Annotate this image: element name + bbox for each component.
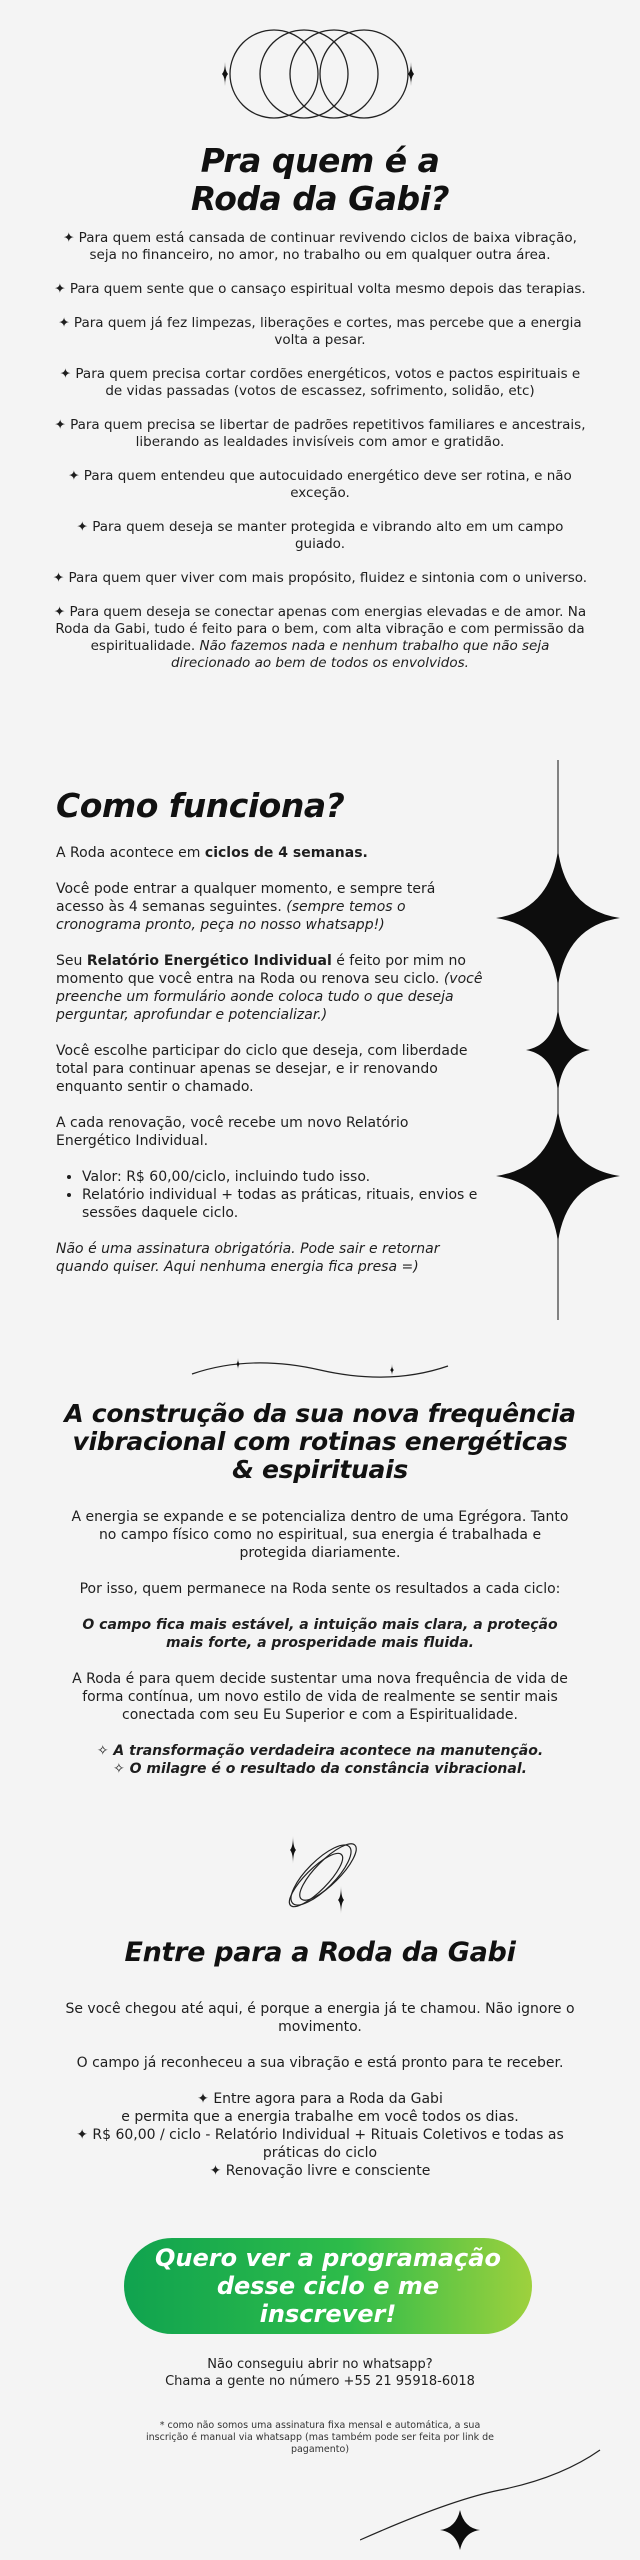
list-item: • Relatório individual + todas as práticas, rituais, envios e sessões daquele ciclo.	[82, 1186, 486, 1222]
join-body	[60, 2000, 580, 2198]
section-how-it-works	[0, 760, 640, 1340]
paragraph: A cada renovação, você recebe um novo Relatório Energético Individual.	[56, 1115, 409, 1149]
section-title: Entre para a Roda da Gabi	[124, 1937, 516, 1968]
paragraph: Não é uma assinatura obrigatória. Pode sair e retornar quando quiser. Aqui nenhuma energia fica presa =)	[56, 1241, 440, 1275]
bullet-item: ✦ Para quem precisa se libertar de padrões repetitivos familiares e ancestrais, liberando as lealdades invisíveis com amor e gratidão.	[54, 417, 586, 450]
bullet-item: ✦ Para quem sente que o cansaço espiritual volta mesmo depois das terapias.	[54, 281, 586, 297]
bullet-item: ✦ Para quem quer viver com mais propósito, fluidez e sintonia com o universo.	[52, 570, 588, 586]
bullet-item-last: ✦ Para quem deseja se conectar apenas com energias elevadas e de amor. Na Roda da Gabi, tudo é feito para o bem, com alta vibração e com permissão da espiritualidade. Não fazemos nada e nenhum trabalho que não seja direcionado ao bem de todos os envolvidos.	[53, 604, 587, 671]
bullet-item: ✦ Para quem está cansada de continuar revivendo ciclos de baixa vibração, seja no financeiro, no amor, no trabalho ou em qualquer outra área.	[63, 230, 577, 263]
paragraph: A energia se expande e se potencializa dentro de uma Egrégora. Tanto no campo físico como no espiritual, sua energia é trabalhada e protegida diariamente.	[71, 1509, 569, 1561]
how-it-works-body	[56, 844, 486, 1294]
paragraph: Se você chegou até aqui, é porque a energia já te chamou. Não ignore o movimento.	[65, 2001, 575, 2035]
construction-body	[66, 1508, 574, 1778]
paragraph: Por isso, quem permanece na Roda sente os resultados a cada ciclo:	[79, 1581, 561, 1597]
paragraph: Você pode entrar a qualquer momento, e sempre terá acesso às 4 semanas seguintes. (sempre temos o cronograma pronto, peça no nosso whatsapp!)	[56, 881, 436, 933]
whatsapp-number[interactable]: Chama a gente no número +55 21 95918-6018	[165, 2374, 475, 2389]
signup-cta-button[interactable]: Quero ver a programação desse ciclo e me inscrever!	[124, 2238, 532, 2334]
paragraph: Você escolhe participar do ciclo que deseja, com liberdade total para continuar apenas se desejar, e ir renovando enquanto sentir o chamado.	[56, 1043, 468, 1095]
four-point-stars-icon	[490, 760, 640, 1340]
offer-list: ✦ Entre agora para a Roda da Gabi e permita que a energia trabalhe em você todos os dias. ✦ R$ 60,00 / ciclo - Relatório Individual + Rituais Coletivos e todas as práticas do ciclo ✦ Renovação livre e consciente	[76, 2091, 564, 2179]
logo-circles-icon	[212, 22, 428, 132]
paragraph: A Roda é para quem decide sustentar uma nova frequência de vida de forma contínua, um novo estilo de vida de realmente se sentir mais conectada com seu Eu Superior e com a Espiritualidade.	[72, 1671, 568, 1723]
bullet-item: ✦ Para quem precisa cortar cordões energéticos, votos e pactos espirituais e de vidas passadas (votos de escassez, sofrimento, solidão, etc)	[59, 366, 581, 399]
bullet-list	[52, 230, 588, 689]
section-title: A construção da sua nova frequência vibracional com rotinas energéticas & espirituais	[64, 1399, 576, 1484]
bullet-item: ✦ Para quem deseja se manter protegida e vibrando alto em um campo guiado.	[76, 519, 564, 552]
section-title: Como funciona?	[56, 786, 345, 825]
bullet-item: ✦ Para quem entendeu que autocuidado energético deve ser rotina, e não exceção.	[68, 468, 572, 501]
section-for-whom	[0, 0, 640, 760]
sparkle-ellipses-icon	[276, 1830, 366, 1920]
paragraph-highlight: O campo fica mais estável, a intuição mais clara, a proteção mais forte, a prosperidade mais fluida.	[82, 1617, 558, 1651]
list-item: • Valor: R$ 60,00/ciclo, incluindo tudo isso.	[82, 1168, 486, 1186]
footnote: * como não somos uma assinatura fixa mensal e automática, a sua inscrição é manual via whatsapp (mas também pode ser feita por link de pagamento)	[145, 2420, 495, 2455]
price-list	[56, 1168, 486, 1222]
quote: ✧ A transformação verdadeira acontece na manutenção. ✧ O milagre é o resultado da constância vibracional.	[96, 1743, 544, 1777]
paragraph: Seu Relatório Energético Individual é feito por mim no momento que você entra na Roda ou renova seu ciclo. (você preenche um formulário aonde coloca tudo o que deseja perguntar, aprofundar e potencializar.)	[56, 953, 483, 1023]
bullet-item: ✦ Para quem já fez limpezas, liberações e cortes, mas percebe que a energia volta a pesar.	[58, 315, 582, 348]
section-construction	[0, 1340, 640, 1820]
section-title: Pra quem é a Roda da Gabi?	[190, 141, 450, 218]
contact-info: Não conseguiu abrir no whatsapp? Chama a gente no número +55 21 95918-6018	[165, 2357, 475, 2389]
paragraph: O campo já reconheceu a sua vibração e está pronto para te receber.	[76, 2055, 564, 2071]
paragraph: A Roda acontece em ciclos de 4 semanas.	[56, 845, 368, 861]
section-join	[0, 1820, 640, 2560]
wave-divider-icon	[190, 1350, 450, 1390]
corner-star-icon	[360, 2430, 640, 2560]
